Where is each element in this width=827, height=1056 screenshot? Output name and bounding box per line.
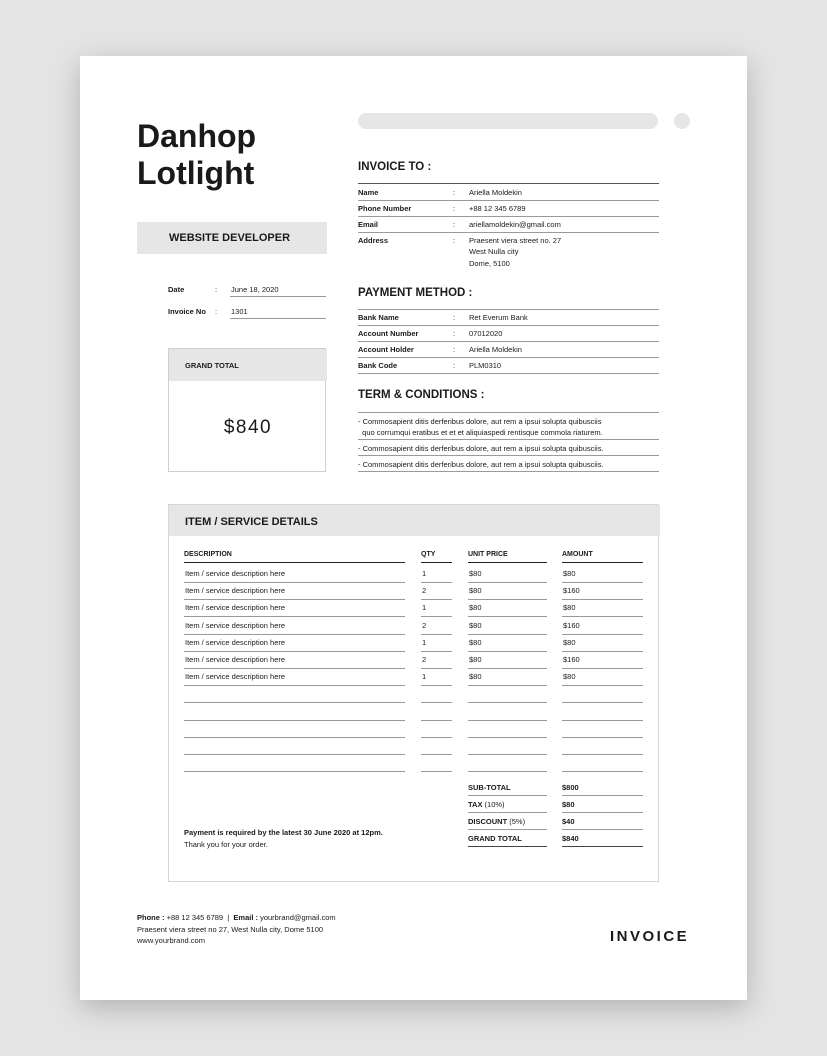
item-unit-price: $80	[469, 569, 482, 578]
invoice-to-rule	[358, 183, 659, 184]
cell-underline	[468, 582, 547, 583]
invoice-sheet	[80, 56, 747, 1000]
header-rule	[184, 562, 405, 563]
bank-code-label: Bank Code	[358, 361, 398, 370]
cell-underline	[562, 651, 643, 652]
header-rule	[421, 562, 452, 563]
divider	[562, 812, 643, 813]
invoice-no-colon: :	[215, 307, 218, 316]
role-banner	[137, 222, 327, 254]
tax-rate: (10%)	[484, 800, 505, 809]
email-colon: :	[453, 220, 456, 229]
footer-website[interactable]: www.yourbrand.com	[137, 936, 205, 945]
date-field	[230, 284, 326, 297]
cell-underline	[421, 771, 452, 772]
divider	[468, 829, 547, 830]
cell-underline	[468, 668, 547, 669]
divider	[358, 232, 659, 233]
item-unit-price: $80	[469, 655, 482, 664]
company-name	[137, 118, 337, 192]
date-colon: :	[215, 285, 218, 294]
address-label: Address	[358, 236, 389, 245]
cell-underline	[562, 720, 643, 721]
cell-underline	[468, 754, 547, 755]
cell-underline	[468, 702, 547, 703]
cell-underline	[184, 754, 405, 755]
cell-underline	[184, 668, 405, 669]
account-holder-label: Account Holder	[358, 345, 414, 354]
item-amount: $160	[563, 620, 580, 630]
email-value: ariellamoldekin@gmail.com	[469, 220, 561, 229]
divider	[358, 341, 659, 342]
divider	[562, 846, 643, 847]
company-name-line2: Lotlight	[137, 155, 255, 191]
item-qty: 2	[422, 655, 427, 664]
item-qty: 2	[422, 620, 427, 630]
footer-email-label: Email :	[233, 913, 258, 922]
cell-underline	[468, 651, 547, 652]
term-item	[358, 416, 659, 438]
footer-address: Praesent viera street no 27, West Nulla city, Dome 5100	[137, 924, 324, 934]
item-unit-price: $80	[469, 672, 482, 682]
cell-underline	[421, 582, 452, 583]
cell-underline	[421, 634, 452, 635]
divider	[562, 795, 643, 796]
cell-underline	[184, 599, 405, 600]
cell-underline	[562, 582, 643, 583]
term-line: quo corrumqui eratibus et et et aliquiaspedi rentisque commola riaturem.	[358, 428, 603, 437]
item-unit-price: $80	[469, 586, 482, 596]
footer-separator: |	[227, 913, 230, 922]
cell-underline	[421, 616, 452, 617]
discount-label-text: DISCOUNT	[468, 817, 508, 826]
grand-total-box	[168, 348, 326, 472]
subtotal-label: SUB-TOTAL	[468, 783, 511, 792]
item-amount: $80	[563, 637, 576, 647]
address-colon: :	[453, 236, 456, 245]
payment-rule	[358, 309, 659, 310]
cell-underline	[184, 616, 405, 617]
discount-label	[468, 817, 525, 826]
invoice-to-title: INVOICE TO :	[358, 161, 432, 173]
terms-rule	[358, 412, 659, 413]
invoice-no-value: 1301	[231, 307, 248, 316]
thank-you-note: Thank you for your order.	[184, 840, 268, 849]
tax-label	[468, 800, 505, 809]
col-header-unit-price: UNIT PRICE	[468, 551, 508, 558]
address-line: West Nulla city	[469, 247, 519, 257]
item-description: Item / service description here	[185, 672, 286, 682]
bank-name-value: Ret Everum Bank	[469, 313, 528, 322]
divider	[468, 846, 547, 847]
phone-colon: :	[453, 204, 456, 213]
name-value: Ariella Moldekin	[469, 188, 522, 197]
item-qty: 1	[422, 603, 427, 613]
item-amount: $80	[563, 603, 576, 613]
cell-underline	[184, 651, 405, 652]
email-label: Email	[358, 220, 379, 229]
cell-underline	[468, 634, 547, 635]
item-description: Item / service description here	[185, 586, 286, 596]
footer-phone-label: Phone :	[137, 913, 165, 922]
divider	[562, 829, 643, 830]
date-value: June 18, 2020	[231, 285, 279, 294]
item-amount: $80	[563, 569, 576, 578]
name-colon: :	[453, 188, 456, 197]
cell-underline	[421, 702, 452, 703]
grand-total-amount: $840	[223, 417, 273, 438]
cell-underline	[184, 702, 405, 703]
item-description: Item / service description here	[185, 655, 286, 664]
subtotal-value: $800	[562, 783, 579, 792]
cell-underline	[421, 651, 452, 652]
item-qty: 1	[422, 672, 427, 682]
cell-underline	[468, 616, 547, 617]
col-header-description: DESCRIPTION	[184, 551, 232, 558]
payment-method-title: PAYMENT METHOD :	[358, 287, 473, 299]
divider	[468, 812, 547, 813]
name-label: Name	[358, 188, 379, 197]
discount-value: $40	[562, 817, 575, 826]
cell-underline	[562, 616, 643, 617]
cell-underline	[421, 737, 452, 738]
cell-underline	[562, 599, 643, 600]
decorative-dot	[674, 113, 690, 129]
item-amount: $160	[563, 586, 580, 596]
divider	[468, 795, 547, 796]
cell-underline	[468, 720, 547, 721]
cell-underline	[562, 754, 643, 755]
grand-total-label: GRAND TOTAL	[185, 361, 239, 370]
account-number-value: 07012020	[469, 329, 503, 338]
divider	[358, 325, 659, 326]
cell-underline	[184, 634, 405, 635]
term-item: - Commosapient ditis derferibus dolore, aut rem a ipsui solupta quibusciis.	[358, 460, 604, 469]
cell-underline	[421, 668, 452, 669]
col-header-amount: AMOUNT	[562, 551, 593, 558]
cell-underline	[562, 737, 643, 738]
tax-value: $80	[562, 800, 575, 809]
account-number-label: Account Number	[358, 329, 419, 338]
payment-deadline-note: Payment is required by the latest 30 June 2020 at 12pm.	[184, 828, 383, 837]
invoice-brand-label: INVOICE	[610, 928, 690, 945]
cell-underline	[468, 599, 547, 600]
cell-underline	[468, 771, 547, 772]
footer-contact-line	[137, 912, 336, 924]
footer-contact	[137, 912, 336, 947]
date-label: Date	[168, 285, 185, 294]
bank-name-colon: :	[453, 313, 456, 322]
item-qty: 1	[422, 637, 427, 647]
bank-code-value: PLM0310	[469, 361, 502, 370]
account-holder-value: Ariella Moldekin	[469, 345, 522, 354]
role-title: WEBSITE DEVELOPER	[169, 232, 291, 244]
divider	[358, 200, 659, 201]
phone-label: Phone Number	[358, 204, 412, 213]
discount-rate: (5%)	[509, 817, 526, 826]
cell-underline	[184, 737, 405, 738]
cell-underline	[184, 582, 405, 583]
phone-value: +88 12 345 6789	[469, 204, 526, 213]
cell-underline	[184, 771, 405, 772]
header-rule	[468, 562, 547, 563]
item-unit-price: $80	[469, 620, 482, 630]
bank-name-label: Bank Name	[358, 313, 399, 322]
divider	[358, 471, 659, 472]
item-description: Item / service description here	[185, 620, 286, 630]
item-unit-price: $80	[469, 603, 482, 613]
footer-phone: +88 12 345 6789	[166, 913, 224, 922]
cell-underline	[184, 685, 405, 686]
cell-underline	[468, 737, 547, 738]
account-number-colon: :	[453, 329, 456, 338]
cell-underline	[421, 599, 452, 600]
grand-total-row-value: $840	[562, 834, 579, 843]
divider	[358, 216, 659, 217]
divider	[358, 439, 659, 440]
cell-underline	[421, 685, 452, 686]
divider	[358, 373, 659, 374]
header-rule	[562, 562, 643, 563]
col-header-qty: QTY	[421, 551, 436, 558]
term-line: - Commosapient ditis derferibus dolore, aut rem a ipsui solupta quibusciis	[358, 417, 602, 426]
cell-underline	[562, 634, 643, 635]
company-name-line1: Danhop	[137, 118, 257, 154]
address-value	[469, 235, 561, 269]
tax-label-text: TAX	[468, 800, 483, 809]
item-qty: 2	[422, 586, 427, 596]
invoice-no-field	[230, 306, 326, 319]
term-item: - Commosapient ditis derferibus dolore, aut rem a ipsui solupta quibusciis.	[358, 444, 604, 453]
item-details-title: ITEM / SERVICE DETAILS	[185, 516, 318, 528]
decorative-bar	[358, 113, 658, 129]
cell-underline	[184, 720, 405, 721]
item-description: Item / service description here	[185, 569, 286, 578]
cell-underline	[562, 685, 643, 686]
cell-underline	[562, 668, 643, 669]
address-line: Praesent viera street no. 27	[469, 236, 562, 245]
divider	[358, 455, 659, 456]
terms-title: TERM & CONDITIONS :	[358, 389, 485, 401]
account-holder-colon: :	[453, 345, 456, 354]
cell-underline	[562, 771, 643, 772]
item-details-header	[169, 505, 660, 536]
item-description: Item / service description here	[185, 637, 286, 647]
invoice-no-label: Invoice No	[168, 307, 206, 316]
item-amount: $80	[563, 672, 576, 682]
item-details-box	[168, 504, 659, 882]
cell-underline	[468, 685, 547, 686]
address-line: Dome, 5100	[469, 258, 510, 268]
cell-underline	[421, 720, 452, 721]
divider	[358, 357, 659, 358]
bank-code-colon: :	[453, 361, 456, 370]
footer-email[interactable]: yourbrand@gmail.com	[260, 913, 336, 922]
item-qty: 1	[422, 569, 427, 578]
item-unit-price: $80	[469, 637, 482, 647]
grand-total-row-label: GRAND TOTAL	[468, 834, 522, 843]
item-amount: $160	[563, 655, 580, 664]
grand-total-header	[169, 349, 327, 381]
item-description: Item / service description here	[185, 603, 286, 613]
cell-underline	[421, 754, 452, 755]
cell-underline	[562, 702, 643, 703]
